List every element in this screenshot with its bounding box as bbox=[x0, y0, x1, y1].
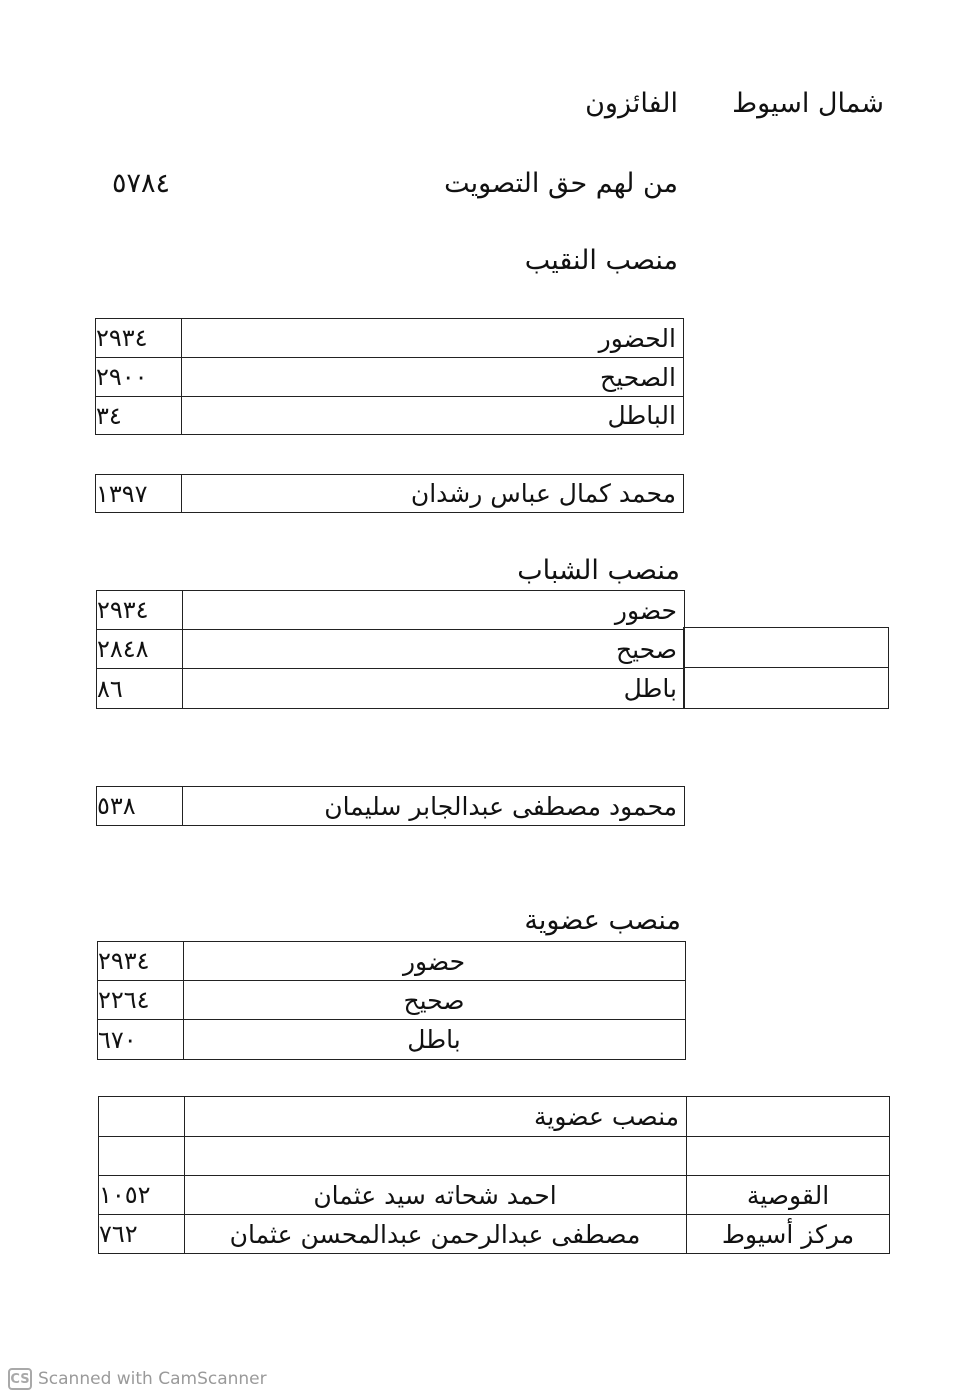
youth-winner-votes: ٥٣٨ bbox=[97, 792, 136, 820]
camscanner-logo-icon: CS bbox=[8, 1368, 32, 1390]
membership-valid-value: ٢٢٦٤ bbox=[98, 986, 150, 1014]
naqib-heading: منصب النقيب bbox=[524, 245, 678, 276]
youth-valid-label: صحيح bbox=[615, 634, 677, 664]
winner-2-area: مركز أسيوط bbox=[721, 1219, 855, 1249]
youth-invalid-label: باطل bbox=[623, 674, 677, 703]
winner-2-votes: ٧٦٢ bbox=[99, 1220, 138, 1248]
membership-invalid-label: باطل bbox=[407, 1025, 461, 1054]
youth-heading: منصب الشباب bbox=[517, 555, 680, 586]
voters-count: ٥٧٨٤ bbox=[112, 168, 171, 199]
naqib-valid-label: الصحيح bbox=[599, 362, 676, 392]
membership-invalid-value: ٦٧٠ bbox=[98, 1025, 137, 1054]
watermark-text: Scanned with CamScanner bbox=[38, 1369, 267, 1389]
youth-attendance-value: ٢٩٣٤ bbox=[97, 596, 149, 624]
voters-label: من لهم حق التصويت bbox=[444, 168, 678, 199]
region-label: شمال اسيوط bbox=[732, 88, 884, 119]
naqib-invalid-value: ٣٤ bbox=[96, 401, 122, 430]
membership-heading: منصب عضوية bbox=[524, 905, 681, 936]
naqib-stats-table bbox=[95, 318, 684, 435]
youth-extra-cells bbox=[683, 627, 889, 709]
membership-valid-label: صحيح bbox=[403, 985, 465, 1015]
membership-table-heading: منصب عضوية bbox=[534, 1102, 679, 1131]
camscanner-watermark bbox=[8, 1368, 267, 1390]
youth-valid-value: ٢٨٤٨ bbox=[97, 635, 149, 663]
naqib-attendance-value: ٢٩٣٤ bbox=[96, 324, 148, 352]
youth-invalid-value: ٨٦ bbox=[97, 674, 123, 703]
youth-winner-row bbox=[96, 786, 685, 826]
winner-2-name: مصطفى عبدالرحمن عبدالمحسن عثمان bbox=[229, 1219, 641, 1249]
naqib-winner-name: محمد كمال عباس رشدان bbox=[410, 479, 676, 508]
youth-attendance-label: حضور bbox=[614, 595, 677, 625]
naqib-winner-votes: ١٣٩٧ bbox=[96, 479, 148, 508]
membership-attendance-label: حضور bbox=[402, 946, 466, 976]
winner-1-name: احمد شحاته سيد عثمان bbox=[313, 1180, 557, 1210]
membership-stats-table bbox=[97, 941, 686, 1060]
page-title: الفائزون bbox=[585, 88, 678, 119]
winner-1-area: القوصية bbox=[746, 1180, 830, 1210]
naqib-attendance-label: الحضور bbox=[598, 323, 676, 353]
youth-stats-table bbox=[96, 590, 685, 709]
naqib-valid-value: ٢٩٠٠ bbox=[96, 363, 148, 391]
winner-1-votes: ١٠٥٢ bbox=[99, 1181, 151, 1209]
youth-winner-name: محمود مصطفى عبدالجابر سليمان bbox=[324, 791, 677, 821]
membership-attendance-value: ٢٩٣٤ bbox=[98, 947, 150, 975]
membership-winners-table bbox=[98, 1096, 890, 1254]
naqib-winner-row bbox=[95, 474, 684, 513]
naqib-invalid-label: الباطل bbox=[607, 401, 676, 430]
